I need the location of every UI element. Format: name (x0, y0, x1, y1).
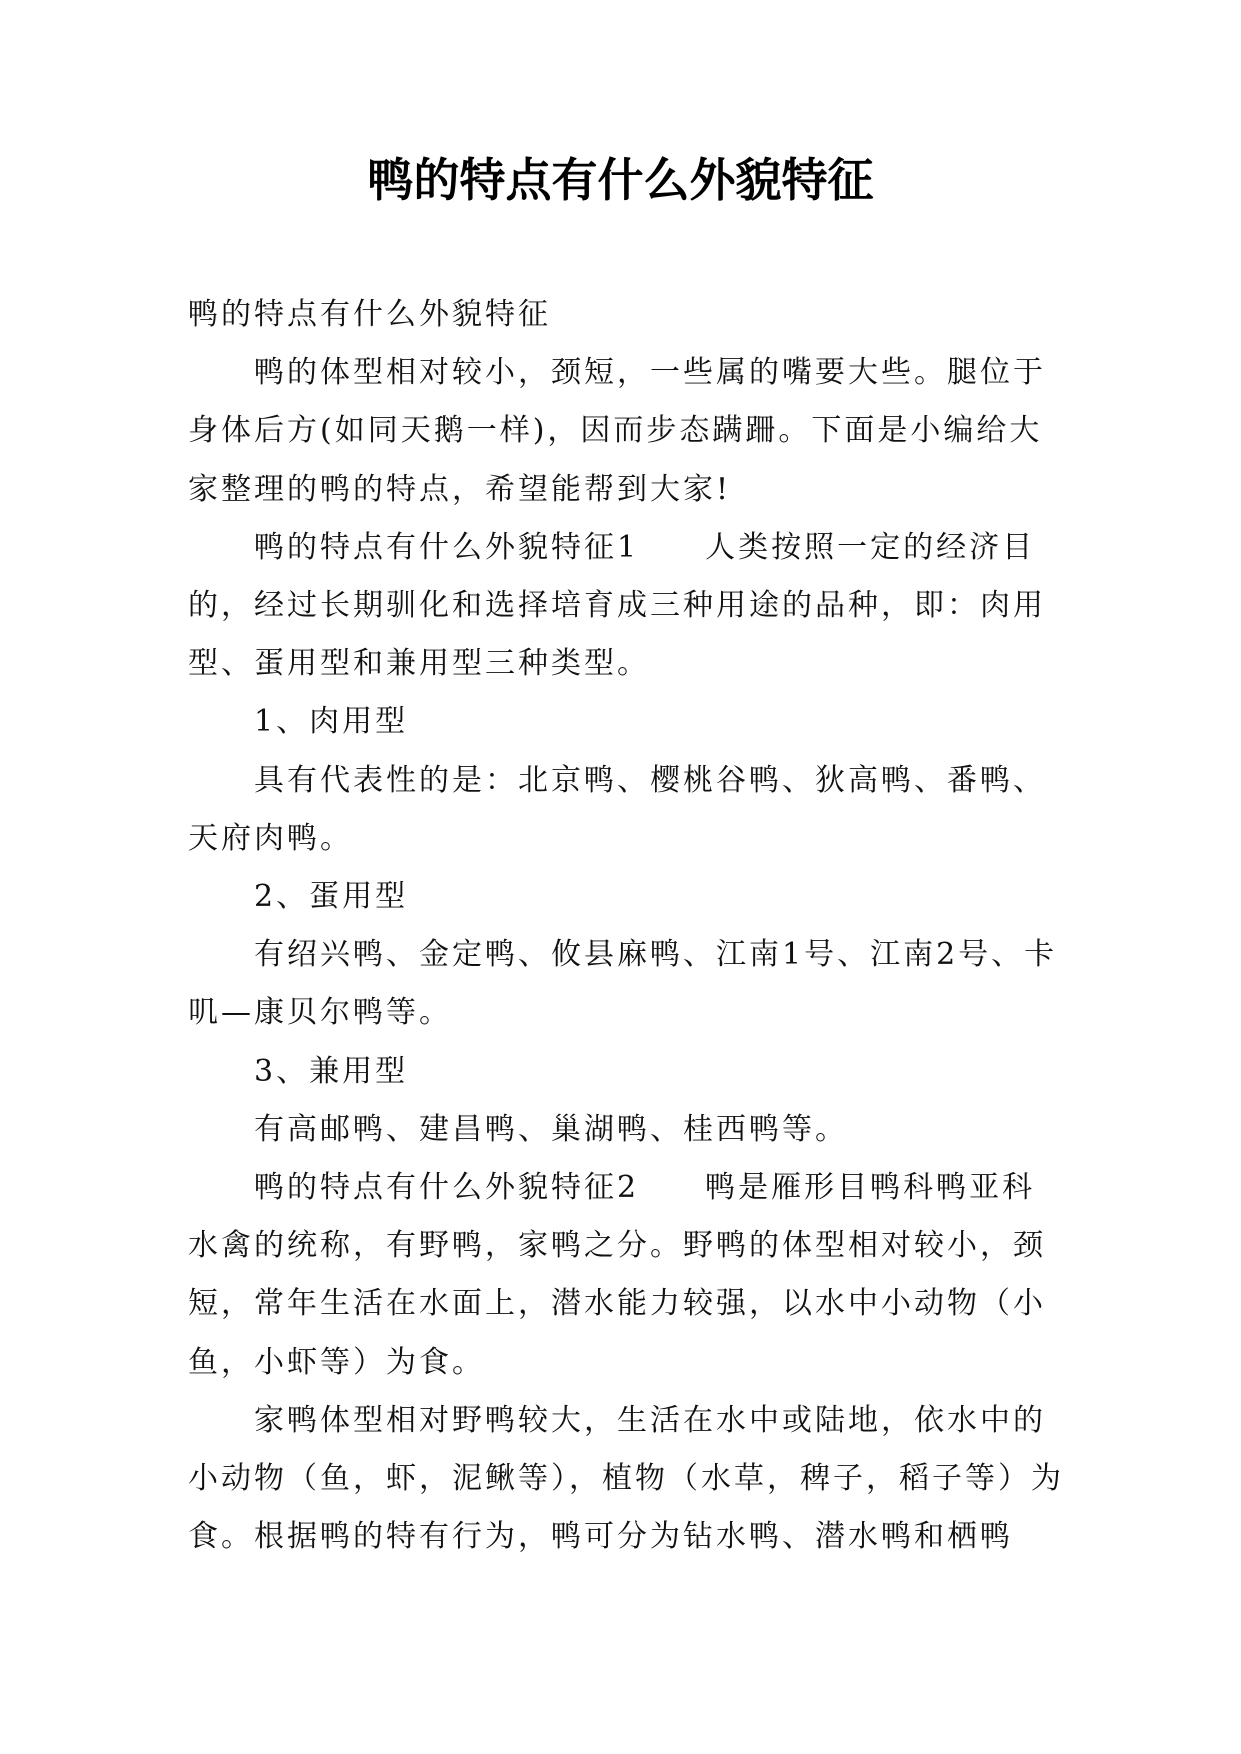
subheading-egg-type: 2、蛋用型 (254, 879, 409, 915)
paragraph-intro: 鸭的体型相对较小，颈短，一些属的嘴要大些。腿位于身体后方(如同天鹅一样)，因而步态蹒跚。下面是小编给大家整理的鸭的特点，希望能帮到大家! (188, 355, 1046, 507)
paragraph-meat-breeds: 具有代表性的是：北京鸭、樱桃谷鸭、狄高鸭、番鸭、天府肉鸭。 (188, 762, 1046, 856)
subheading-dual-type: 3、兼用型 (254, 1053, 409, 1089)
paragraph-heading: 鸭的特点有什么外貌特征 (188, 297, 551, 332)
subheading-meat-type: 1、肉用型 (254, 704, 409, 740)
paragraph-domestic-duck: 家鸭体型相对野鸭较大，生活在水中或陆地，依水中的小动物（鱼，虾，泥鳅等），植物（水草，稗子，稻子等）为食。根据鸭的特有行为，鸭可分为钻水鸭、潜水鸭和栖鸭 (188, 1402, 1064, 1555)
document-title: 鸭的特点有什么外貌特征 (367, 153, 874, 207)
paragraph-feature-2: 鸭的特点有什么外貌特征2 鸭是雁形目鸭科鸭亚科水禽的统称，有野鸭，家鸭之分。野鸭的体型相对较小，颈短，常年生活在水面上，潜水能力较强，以水中小动物（小鱼，小虾等）为食。 (188, 1170, 1046, 1380)
paragraph-feature-1: 鸭的特点有什么外貌特征1 人类按照一定的经济目的，经过长期驯化和选择培育成三种用途的品种，即：肉用型、蛋用型和兼用型三种类型。 (188, 529, 1046, 682)
document-body (188, 286, 1068, 1566)
paragraph-dual-breeds: 有高邮鸭、建昌鸭、巢湖鸭、桂西鸭等。 (254, 1111, 848, 1147)
paragraph-egg-breeds: 有绍兴鸭、金定鸭、攸县麻鸭、江南1号、江南2号、卡叽—康贝尔鸭等。 (188, 937, 1058, 1031)
